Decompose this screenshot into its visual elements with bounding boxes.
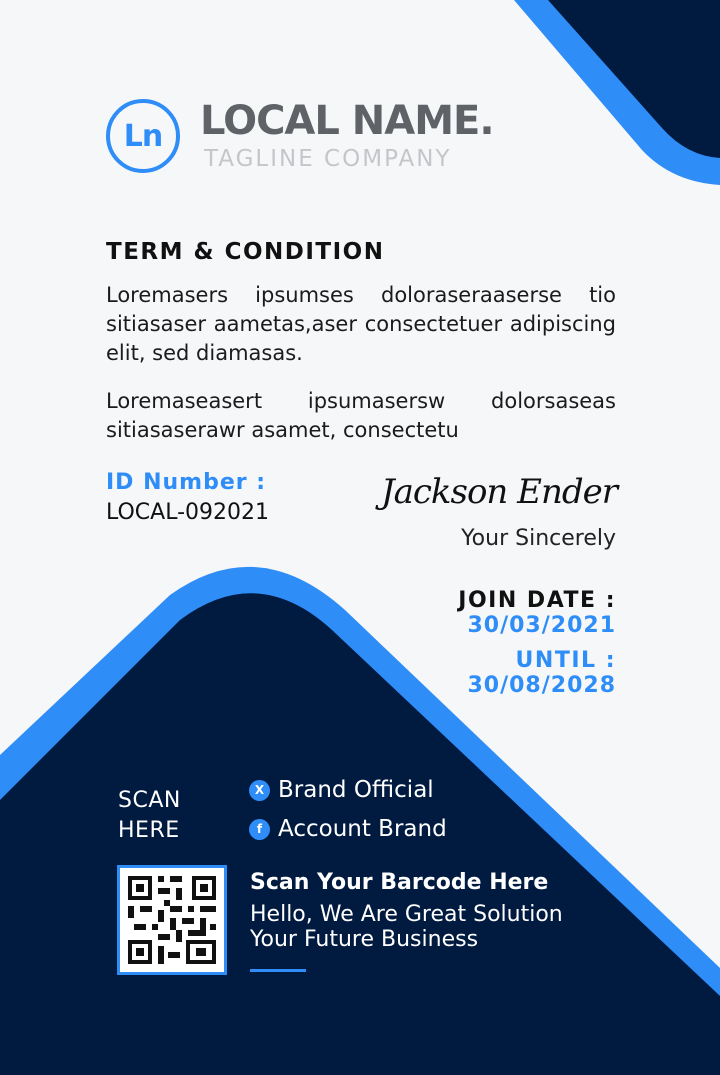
terms-paragraph-2: Loremaseasert ipsumasersw dolorsaseas sitiasaserawr asamet, consectetu: [106, 389, 616, 442]
qr-code[interactable]: [117, 865, 227, 975]
terms-heading: TERM & CONDITION: [106, 239, 385, 265]
qr-code-icon: [128, 876, 216, 964]
signature: Jackson Ender: [380, 472, 617, 512]
id-number-label: ID Number :: [106, 470, 267, 495]
slogan-line-2: Your Future Business: [250, 927, 479, 952]
terms-paragraph-1: Loremasers ipsumses doloraseraaserse tio sitiasaser aametas,aser consectetuer adipiscing elit, sed diamasas.: [106, 283, 616, 365]
social-item-x[interactable]: [249, 777, 434, 803]
social-label-x: Brand Official: [278, 777, 434, 803]
company-tagline: TAGLINE COMPANY: [204, 146, 452, 172]
scan-barcode-heading: Scan Your Barcode Here: [250, 870, 549, 895]
join-date-value: 30/03/2021: [467, 613, 616, 638]
social-label-facebook: Account Brand: [278, 816, 447, 842]
social-item-facebook[interactable]: [249, 816, 447, 842]
until-date-value: 30/08/2028: [467, 673, 616, 698]
company-name: LOCAL NAME.: [200, 98, 494, 144]
until-label: UNTIL :: [515, 648, 616, 673]
logo-icon: [106, 99, 180, 173]
join-date-label: JOIN DATE :: [458, 588, 616, 613]
scan-here-line-1: SCAN: [118, 788, 181, 813]
facebook-icon: f: [249, 819, 270, 840]
slogan-line-1: Hello, We Are Great Solution: [250, 902, 563, 927]
signature-closing: Your Sincerely: [461, 526, 616, 551]
scan-here-line-2: HERE: [118, 818, 180, 843]
id-number-value: LOCAL-092021: [106, 500, 269, 525]
x-icon: X: [249, 780, 270, 801]
accent-underline: [250, 969, 306, 972]
logo-initials: Ln: [123, 118, 163, 154]
